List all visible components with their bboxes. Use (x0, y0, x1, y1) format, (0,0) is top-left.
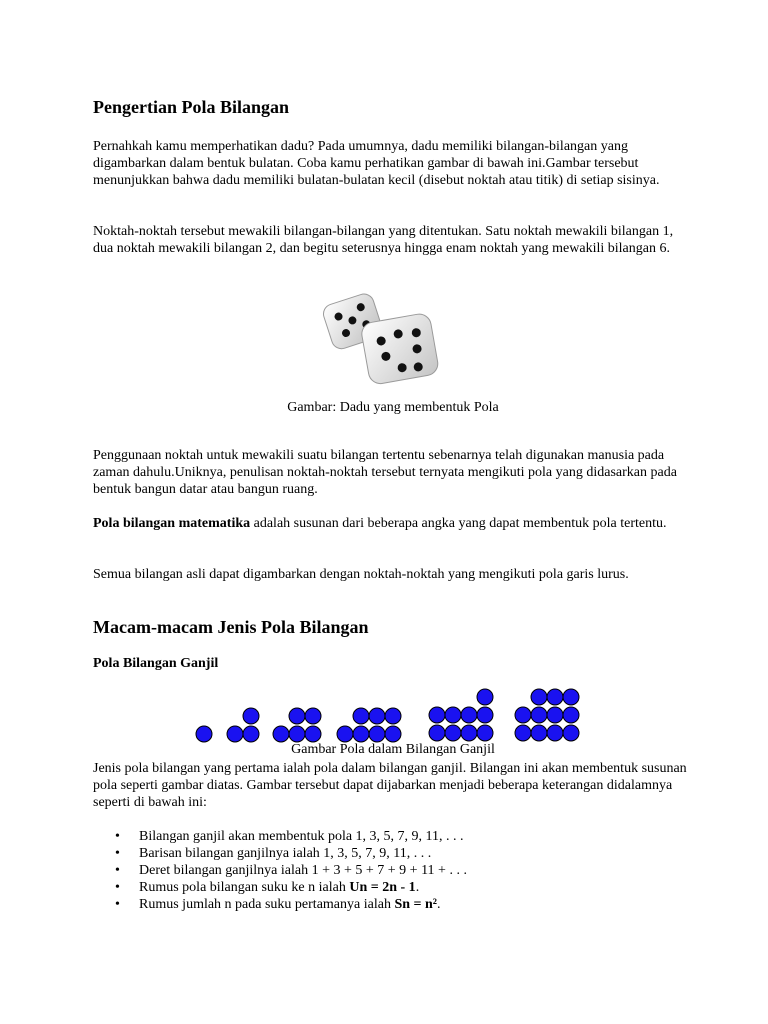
list-item-text: Rumus jumlah n pada suku pertamanya ialah (139, 897, 395, 912)
pattern-dot (243, 708, 259, 724)
bullet-glyph: • (115, 897, 120, 912)
section-title-macam: Macam-macam Jenis Pola Bilangan (93, 617, 369, 637)
dice-image (319, 290, 449, 390)
section-title-pengertian: Pengertian Pola Bilangan (93, 97, 290, 117)
pattern-dot (531, 689, 547, 705)
pattern-dot (369, 726, 385, 742)
list-item (93, 879, 693, 896)
list-item (93, 828, 693, 845)
pattern-dot (273, 726, 289, 742)
pattern-dot (477, 725, 493, 741)
odd-pattern-caption: Gambar Pola dalam Bilangan Ganjil (291, 742, 495, 757)
pattern-dot (461, 707, 477, 723)
paragraph-intro: Pernahkah kamu memperhatikan dadu? Pada umumnya, dadu memiliki bilangan-bilangan yang digambarkan dalam bentuk bulatan. Coba kamu perhatikan gambar di bawah ini.Gambar tersebut menunjukkan bahwa dadu memiliki bulatan-bulatan kecil (disebut noktah atau titik) di setiap sisinya. (93, 139, 660, 188)
pattern-dot (547, 689, 563, 705)
paragraph-bilangan-asli: Semua bilangan asli dapat digambarkan dengan noktah-noktah yang mengikuti pola garis lurus. (93, 567, 629, 582)
dice-caption: Gambar: Dadu yang membentuk Pola (287, 400, 499, 415)
subsection-title-ganjil: Pola Bilangan Ganjil (93, 656, 219, 671)
pattern-dot (477, 689, 493, 705)
pattern-dot (353, 726, 369, 742)
bullet-glyph: • (115, 829, 120, 844)
pattern-dot (531, 707, 547, 723)
list-item-text: Bilangan ganjil akan membentuk pola 1, 3, 5, 7, 9, 11, . . . (139, 829, 464, 844)
list-item-end: . (437, 897, 441, 912)
pattern-dot (429, 725, 445, 741)
definition-text: adalah susunan dari beberapa angka yang dapat membentuk pola tertentu. (250, 516, 667, 531)
paragraph-noktah: Noktah-noktah tersebut mewakili bilangan-bilangan yang ditentukan. Satu noktah mewakili bilangan 1, dua noktah mewakili bilangan 2, dan begitu seterusnya hingga enam noktah yang mewakili bilangan 6. (93, 224, 674, 256)
pattern-dot (385, 708, 401, 724)
formula-un: Un = 2n - 1 (349, 880, 416, 895)
list-item (93, 845, 693, 862)
pattern-dot (369, 708, 385, 724)
list-item (93, 896, 693, 913)
pattern-dot (196, 726, 212, 742)
pattern-dot (227, 726, 243, 742)
pattern-dot (547, 725, 563, 741)
pattern-dot (445, 725, 461, 741)
pattern-dot (305, 708, 321, 724)
pattern-dot (243, 726, 259, 742)
pattern-dot (445, 707, 461, 723)
odd-properties-list (93, 828, 693, 913)
pattern-dot (429, 707, 445, 723)
pattern-dot (385, 726, 401, 742)
pattern-dot (461, 725, 477, 741)
pattern-dot (563, 689, 579, 705)
pattern-dot (353, 708, 369, 724)
list-item-end: . (415, 880, 420, 895)
pattern-dot (337, 726, 353, 742)
odd-pattern-figure (193, 687, 593, 745)
pattern-dot (477, 707, 493, 723)
pattern-dot (563, 725, 579, 741)
pattern-dot (289, 726, 305, 742)
formula-sn: Sn = n² (394, 897, 437, 912)
term-pola-matematika: Pola bilangan matematika (93, 516, 251, 531)
pattern-dot (515, 707, 531, 723)
list-item-text: Barisan bilangan ganjilnya ialah 1, 3, 5, 7, 9, 11, . . . (139, 846, 432, 861)
pattern-dot (305, 726, 321, 742)
list-item-text: Rumus pola bilangan suku ke n ialah (139, 880, 350, 895)
pattern-dot (547, 707, 563, 723)
pattern-dot (563, 707, 579, 723)
pattern-dot (515, 725, 531, 741)
list-item (93, 862, 693, 879)
list-item-text: Deret bilangan ganjilnya ialah 1 + 3 + 5 + 7 + 9 + 11 + . . . (139, 863, 467, 878)
pattern-dot (289, 708, 305, 724)
paragraph-pola-matematika (93, 515, 693, 532)
bullet-glyph: • (115, 880, 120, 895)
paragraph-ganjil: Jenis pola bilangan yang pertama ialah pola dalam bilangan ganjil. Bilangan ini akan membentuk susunan pola seperti gambar diatas. Gambar tersebut dapat dijabarkan menjadi beberapa keterangan didalamnya seperti di bawah ini: (93, 761, 687, 810)
die-front (360, 312, 440, 385)
bullet-glyph: • (115, 846, 120, 861)
pattern-dot (531, 725, 547, 741)
bullet-glyph: • (115, 863, 120, 878)
paragraph-penggunaan: Penggunaan noktah untuk mewakili suatu bilangan tertentu sebenarnya telah digunakan manusia pada zaman dahulu.Uniknya, penulisan noktah-noktah tersebut ternyata mengikuti pola yang didasarkan pada bentuk bangun datar atau bangun ruang. (93, 448, 677, 497)
